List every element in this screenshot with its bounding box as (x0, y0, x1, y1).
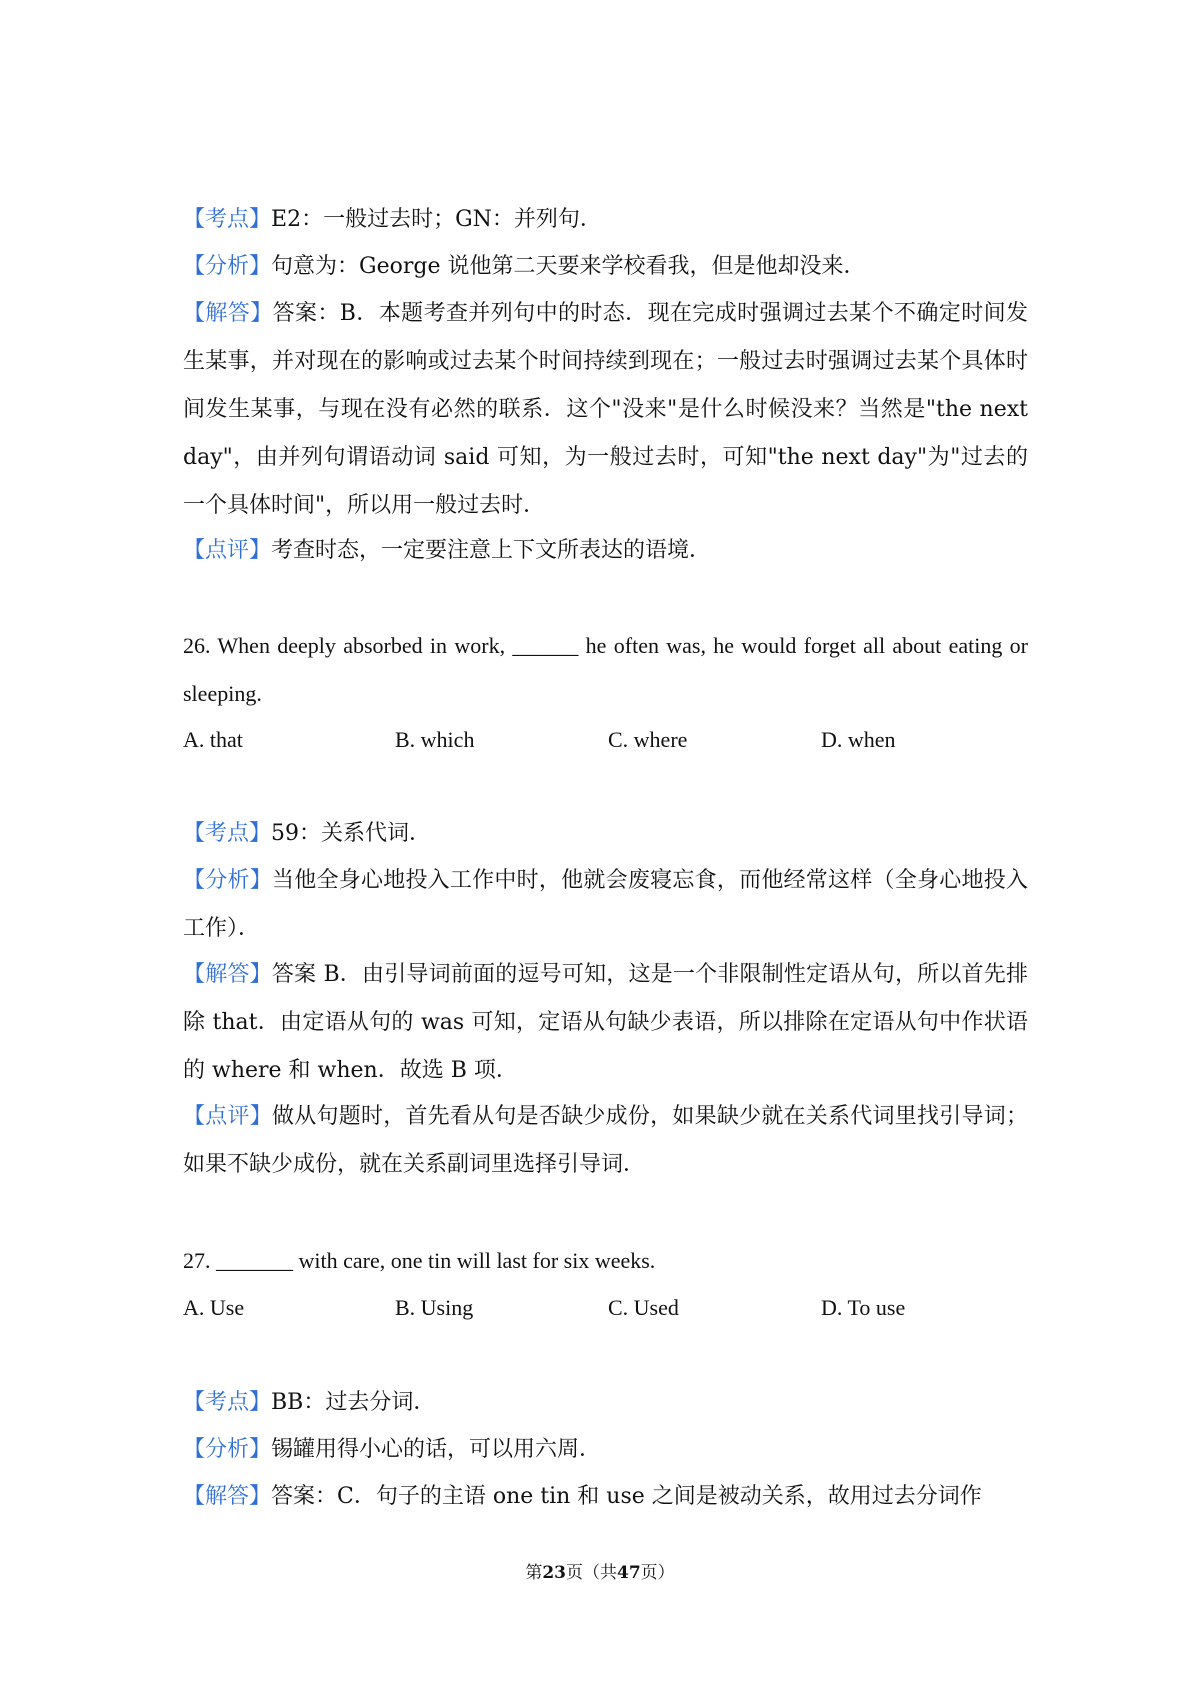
kaodian-tag: 【考点】 (183, 1390, 272, 1415)
kaodian-text: BB：过去分词． (271, 1390, 436, 1415)
option-d: D. To use (821, 1295, 906, 1320)
kaodian-tag: 【考点】 (183, 821, 272, 846)
fenxi-1 (183, 243, 1028, 291)
jieda-tag: 【解答】 (183, 301, 273, 326)
jieda-tag: 【解答】 (183, 962, 272, 987)
jieda-text: 答案：C．句子的主语 one tin 和 use 之间是被动关系，故用过去分词作 (271, 1484, 982, 1509)
dianping-1 (183, 527, 1028, 575)
footer-prefix: 第 (525, 1563, 543, 1583)
jieda-text: 答案 B．由引导词前面的逗号可知，这是一个非限制性定语从句，所以首先排除 that．由定语从句的 was 可知，定语从句缺少表语，所以排除在定语从句中作状语的 where 和 when．故选 B 项． (183, 962, 1028, 1083)
dianping-2 (183, 1093, 1028, 1189)
question-26: 26. When deeply absorbed in work, ______ he often was, he would forget all about eating or sleeping. (183, 633, 1028, 706)
dianping-tag: 【点评】 (183, 538, 272, 563)
dianping-text: 做从句题时，首先看从句是否缺少成份，如果缺少就在关系代词里找引导词；如果不缺少成份，就在关系副词里选择引导词． (183, 1104, 1028, 1177)
page-number: 23 (542, 1563, 566, 1583)
kaodian-1 (183, 196, 1028, 244)
options-26 (183, 716, 1028, 764)
kaodian-3 (183, 1379, 1028, 1427)
kaodian-tag: 【考点】 (183, 207, 272, 232)
fenxi-text: 句意为：George 说他第二天要来学校看我，但是他却没来． (271, 254, 866, 279)
jieda-2 (183, 951, 1028, 1095)
option-c: C. where (608, 727, 688, 752)
option-b: B. which (395, 727, 475, 752)
option-d: D. when (821, 727, 896, 752)
option-b: B. Using (395, 1295, 474, 1320)
fenxi-tag: 【分析】 (183, 868, 272, 893)
jieda-1 (183, 290, 1028, 530)
jieda-text: 答案：B．本题考查并列句中的时态．现在完成时强调过去某个不确定时间发生某事，并对现在的影响或过去某个时间持续到现在；一般过去时强调过去某个具体时间发生某事，与现在没有必然的联系．这个"没来"是什么时候没来？当然是"the next day"，由并列句谓语动词 said 可知，为一般过去时，可知"the next day"为"过去的一个具体时间"，所以用一般过去时． (183, 301, 1028, 518)
fenxi-3 (183, 1426, 1028, 1474)
options-27 (183, 1284, 1028, 1332)
page-footer (0, 1558, 1200, 1583)
fenxi-text: 当他全身心地投入工作中时，他就会废寝忘食，而他经常这样（全身心地投入工作）． (183, 868, 1028, 941)
question-27: 27. _______ with care, one tin will last for six weeks. (183, 1248, 656, 1273)
fenxi-text: 锡罐用得小心的话，可以用六周． (271, 1437, 602, 1462)
kaodian-text: 59：关系代词． (271, 821, 432, 846)
kaodian-2 (183, 810, 1028, 858)
kaodian-text: E2：一般过去时；GN：并列句． (271, 207, 602, 232)
option-a: A. that (183, 727, 243, 752)
dianping-text: 考查时态，一定要注意上下文所表达的语境． (271, 538, 712, 563)
fenxi-tag: 【分析】 (183, 254, 272, 279)
fenxi-2 (183, 857, 1028, 953)
jieda-3 (183, 1473, 1028, 1521)
footer-suffix: 页） (640, 1563, 675, 1583)
fenxi-tag: 【分析】 (183, 1437, 272, 1462)
footer-mid: 页（共 (566, 1563, 617, 1583)
total-pages: 47 (617, 1563, 641, 1583)
option-c: C. Used (608, 1295, 679, 1320)
jieda-tag: 【解答】 (183, 1484, 272, 1509)
dianping-tag: 【点评】 (183, 1104, 272, 1129)
option-a: A. Use (183, 1295, 245, 1320)
